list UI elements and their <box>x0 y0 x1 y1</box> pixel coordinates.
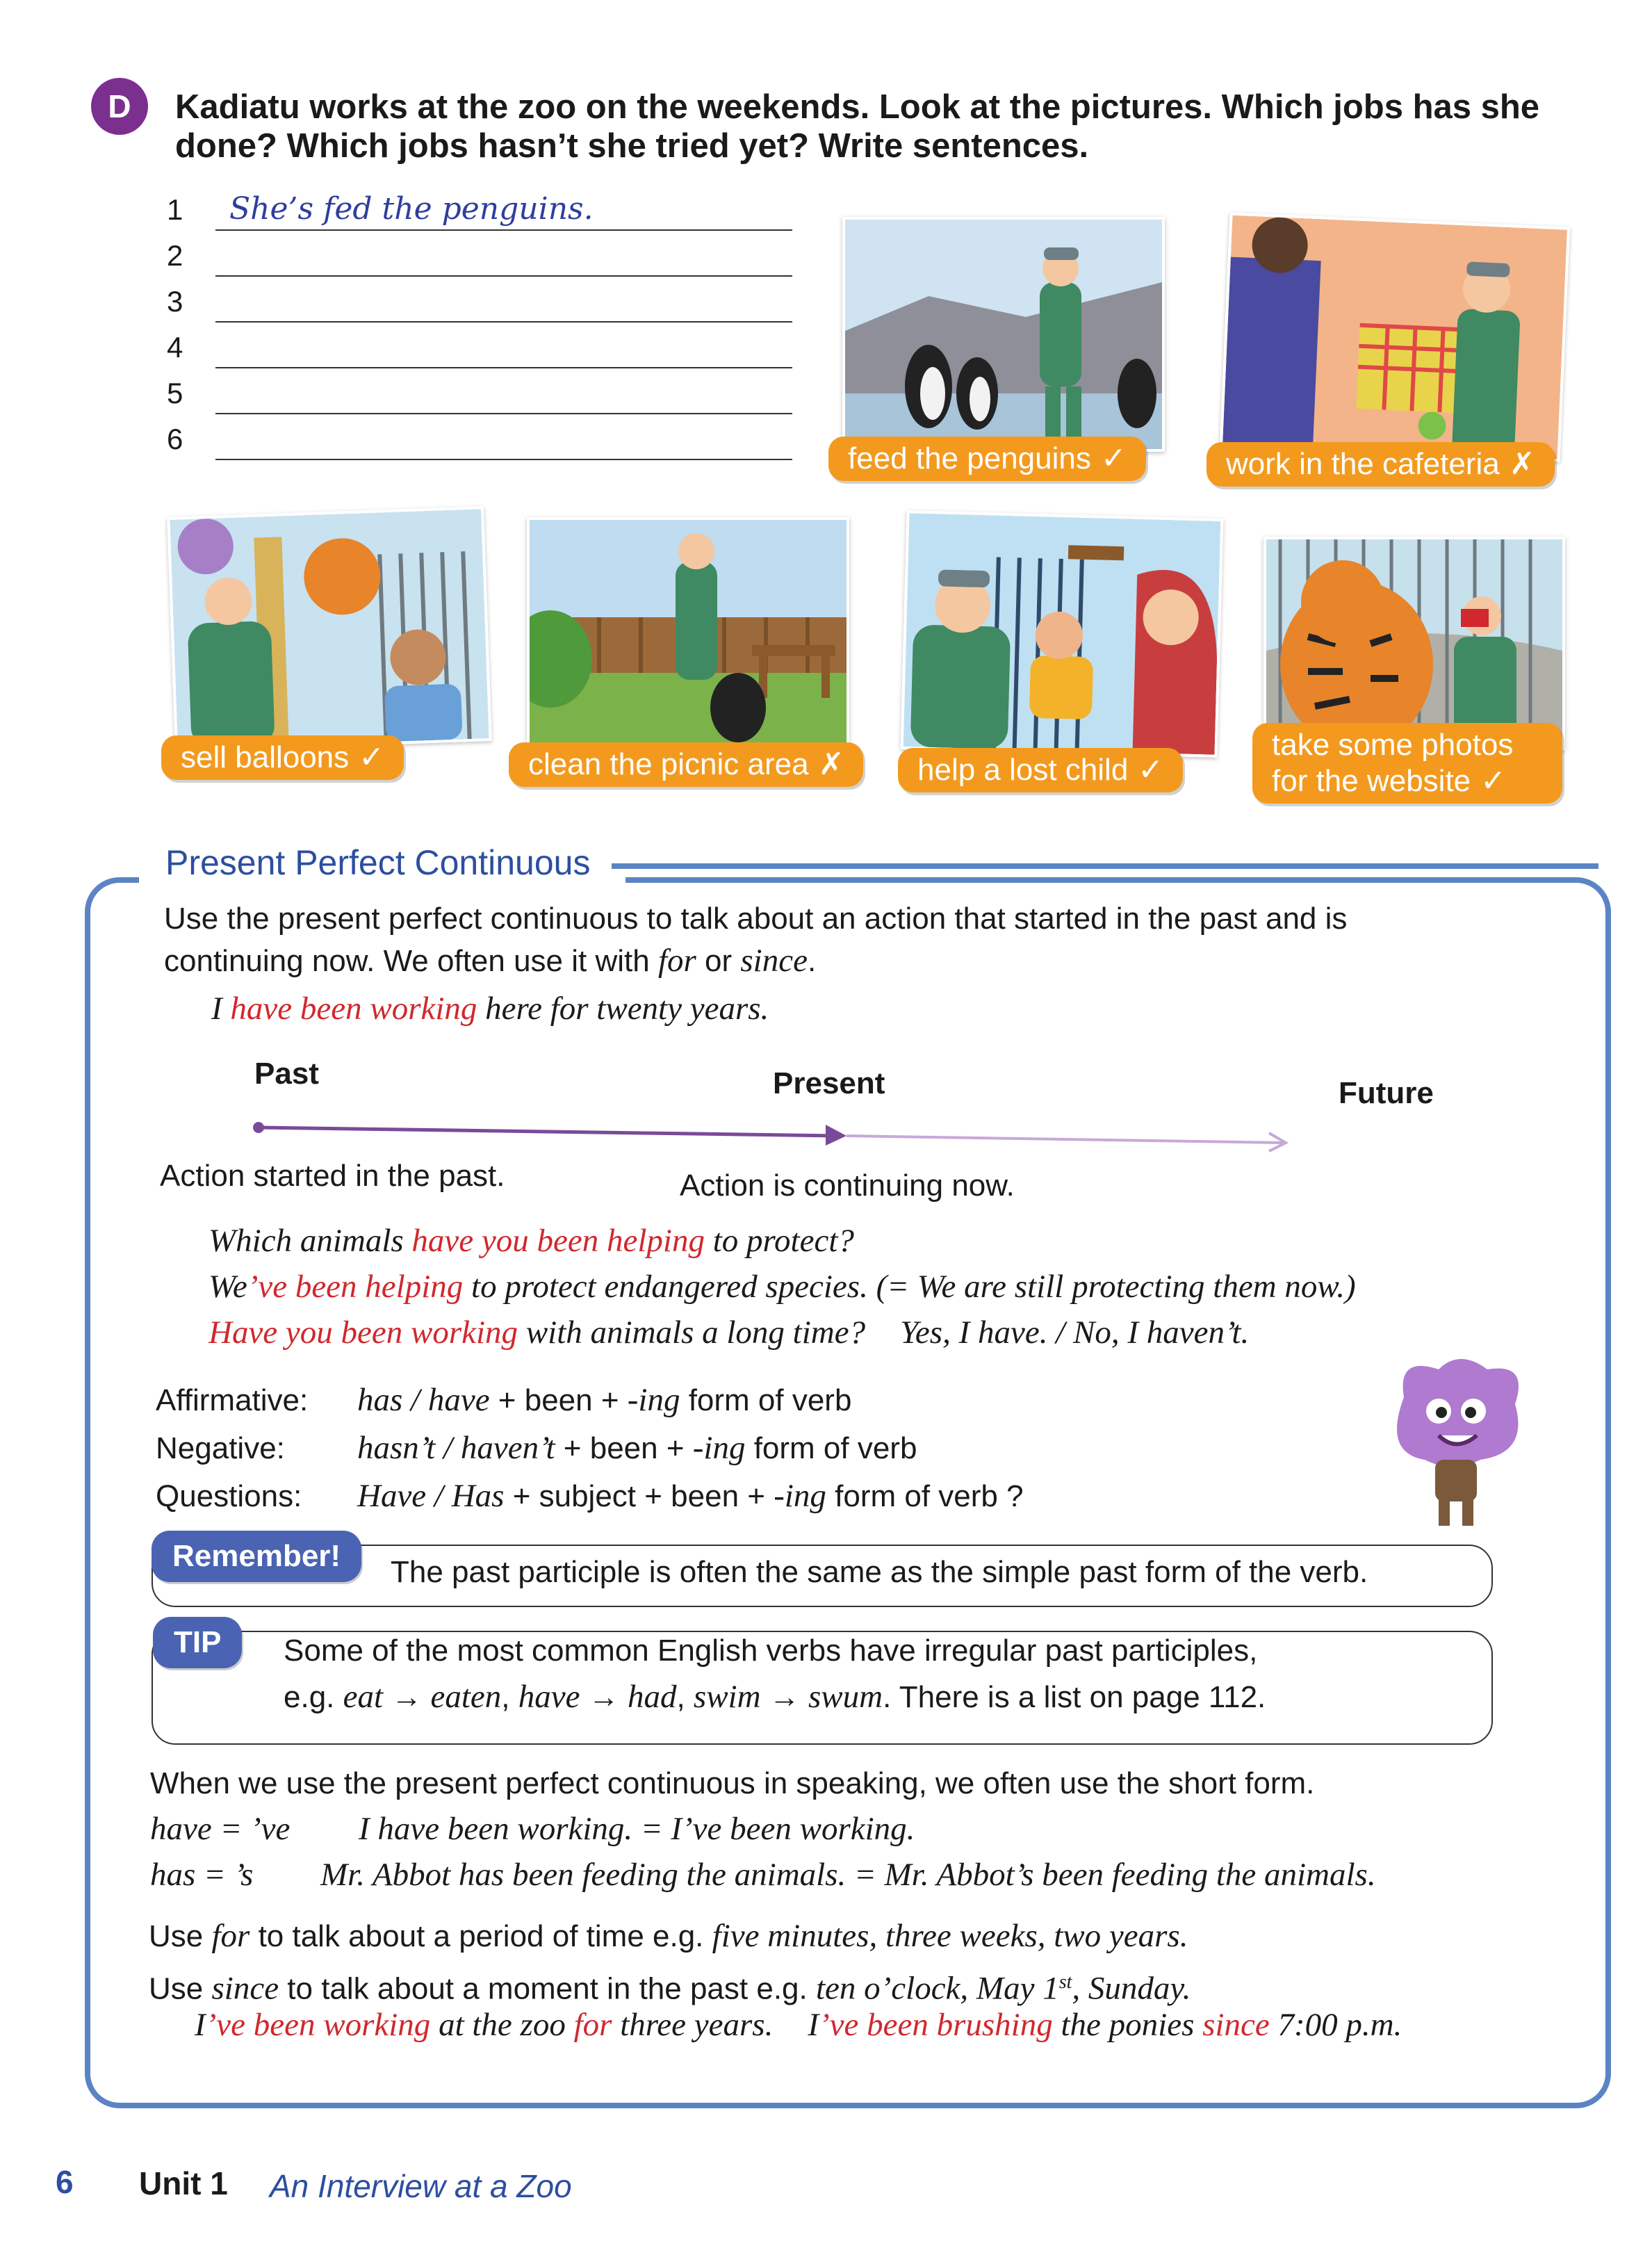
unit-label: Unit 1 <box>139 2165 228 2201</box>
arrow-right-icon: → <box>391 1680 423 1714</box>
tip-text: Some of the most common English verbs have irregular past participles, e.g. eat → eaten, have → had, swim → swum. There is a list on page 112. <box>284 1634 1266 1715</box>
timeline-caption-past: Action started in the past. <box>160 1159 505 1193</box>
line-number: 4 <box>167 331 183 364</box>
check-mark-icon: ✓ <box>1480 764 1507 798</box>
remember-label: Remember! <box>152 1531 361 1582</box>
exercise-letter-badge: D <box>91 78 148 135</box>
handwritten-answer: She’s fed the penguins. <box>229 191 594 227</box>
check-mark-icon: ✓ <box>1138 753 1164 787</box>
unit-title: An Interview at a Zoo <box>270 2168 572 2204</box>
line-number: 2 <box>167 239 183 272</box>
timeline-arrow <box>247 1112 1297 1154</box>
line-number: 6 <box>167 423 183 455</box>
cross-mark-icon: ✗ <box>818 747 844 781</box>
arrow-right-icon: → <box>769 1680 800 1714</box>
exercise-instructions: Kadiatu works at the zoo on the weekends. Look at the pictures. Which jobs has she done? Which jobs hasn’t she tried yet? Write sentences. <box>175 88 1540 165</box>
picture-tiger-photos <box>1263 537 1565 751</box>
for-since-rules: Use for to talk about a period of time e.g. five minutes, three weeks, two years. Use since to talk about a moment in the past e.g. ten o’clock, May 1st, Sunday. <box>149 1918 1191 2007</box>
writing-line <box>215 229 792 231</box>
example-sentences: Which animals have you been helping to protect? We’ve been helping to protect endangered species. (= We are still protecting them now.) Have you been working with animals a long time? Yes, I have. / No, I haven’t. <box>208 1223 1356 1351</box>
picture-feed-penguins <box>842 217 1165 452</box>
timeline-future-label: Future <box>1339 1076 1434 1110</box>
answer-line-2[interactable] <box>167 235 792 277</box>
writing-line <box>215 413 792 414</box>
answer-line-3[interactable] <box>167 281 792 323</box>
answer-line-6[interactable] <box>167 418 792 460</box>
form-row-negative: Negative: hasn’t / haven’t + been + -ing form of verb <box>156 1430 917 1466</box>
caption-tiger-photos: take some photos for the website ✓ <box>1252 723 1562 804</box>
short-form-intro: When we use the present perfect continuous in speaking, we often use the short form. <box>150 1766 1315 1800</box>
intro-text: Use the present perfect continuous to talk about an action that started in the past and is continuing now. We often use it with for or since. <box>164 902 1348 979</box>
picture-cafeteria <box>1220 212 1570 462</box>
check-mark-icon: ✓ <box>1100 441 1127 475</box>
for-since-examples: I’ve been working at the zoo for three years. I’ve been brushing the ponies since 7:00 p.m. <box>195 2007 1402 2043</box>
writing-line <box>215 459 792 460</box>
check-mark-icon: ✓ <box>359 740 385 774</box>
writing-line <box>215 367 792 368</box>
timeline-present-label: Present <box>773 1066 885 1100</box>
writing-line <box>215 321 792 323</box>
caption-balloons: sell balloons ✓ <box>161 735 404 780</box>
timeline-caption-present: Action is continuing now. <box>680 1168 1015 1203</box>
line-number: 3 <box>167 285 183 318</box>
arrow-right-icon: → <box>588 1680 619 1714</box>
answer-line-4[interactable] <box>167 327 792 368</box>
answer-line-1[interactable] <box>167 189 792 231</box>
remember-text: The past participle is often the same as the simple past form of the verb. <box>391 1555 1368 1589</box>
picture-lost-child <box>901 510 1224 758</box>
tip-label: TIP <box>153 1617 242 1668</box>
picture-balloons <box>167 506 492 752</box>
form-row-questions: Questions: Have / Has + subject + been + -ing form of verb ? <box>156 1478 1024 1514</box>
line-number: 1 <box>167 193 183 226</box>
caption-picnic-area: clean the picnic area ✗ <box>509 742 863 787</box>
timeline-past-label: Past <box>254 1057 319 1091</box>
picture-picnic-area <box>527 517 849 752</box>
cross-mark-icon: ✗ <box>1509 447 1535 481</box>
form-table <box>156 1376 1024 1520</box>
page-number: 6 <box>56 2164 74 2200</box>
line-number: 5 <box>167 377 183 409</box>
writing-line <box>215 275 792 277</box>
intro-example: I have been working here for twenty years. <box>211 991 769 1027</box>
title-rule <box>612 863 1598 869</box>
short-form-examples: have = ’ve I have been working. = I’ve been working. has = ’s Mr. Abbot has been feeding the animals. = Mr. Abbot’s been feeding the animals. <box>150 1811 1376 1893</box>
mascot-character <box>1376 1355 1536 1529</box>
grammar-title: Present Perfect Continuous <box>165 843 591 882</box>
answer-line-5[interactable] <box>167 373 792 414</box>
caption-feed-penguins: feed the penguins ✓ <box>828 437 1146 481</box>
caption-cafeteria: work in the cafeteria ✗ <box>1207 442 1555 487</box>
form-row-affirmative: Affirmative: has / have + been + -ing form of verb <box>156 1382 852 1418</box>
caption-lost-child: help a lost child ✓ <box>898 748 1183 792</box>
